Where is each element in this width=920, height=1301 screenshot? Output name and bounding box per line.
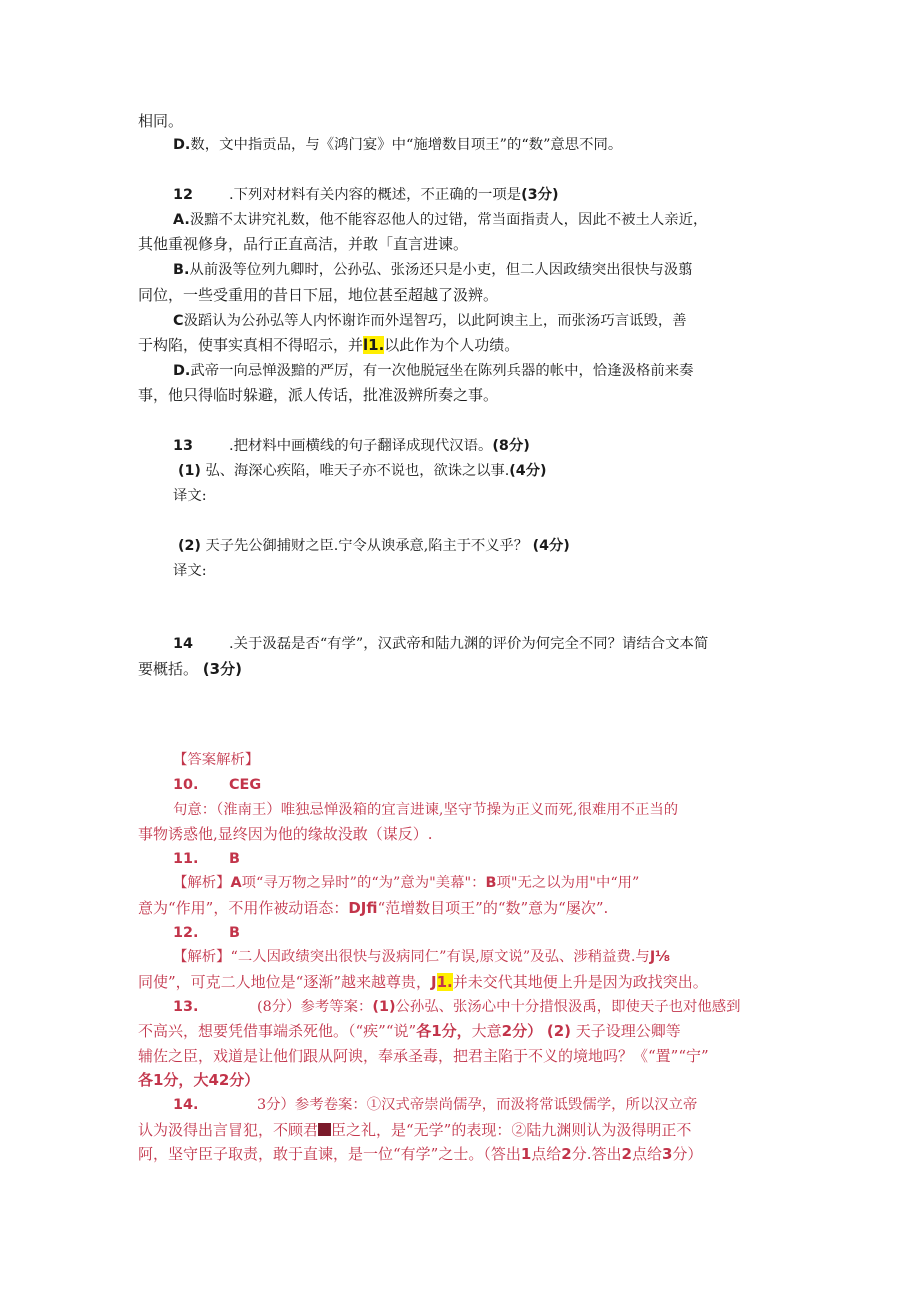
answer-11-line2: [138, 897, 788, 919]
answer-number: 14.: [173, 1097, 199, 1113]
answer-text: A: [230, 875, 242, 891]
q14-stem-line1: [173, 633, 823, 655]
q12-option-c-line1: [173, 310, 823, 332]
answer-text: 意为“作用”，不用作被动语态：: [138, 899, 349, 917]
answer-text: 点给: [631, 1145, 662, 1163]
answer-12-line1: [173, 946, 823, 968]
option-text: 武帝一向忌惮汲黯的严厉，有一次他脱冠坐在陈列兵器的帐中，恰逢汲格前来奏: [190, 363, 694, 379]
answer-text: J⅛: [649, 949, 671, 965]
question-text: .把材料中画横线的句子翻译成现代汉语。: [229, 438, 493, 454]
answer-text: 事物诱惑他,显终因为他的缘故没敢（谋反）.: [138, 825, 433, 843]
answer-text: 并未交代其地便上升是因为政找突出。: [452, 973, 708, 991]
answer-text: 各1分，: [138, 1071, 194, 1089]
answer-text: B: [485, 875, 497, 891]
option-text: 汲蹈认为公孙弘等人内怀谢诈而外逞智巧，以此阿谀主上，而张汤巧言诋毁，善: [183, 313, 687, 329]
q13-sentence-2: [178, 535, 828, 557]
answer-text: 不高兴，想要凭借事端杀死他。（“疾”“说”: [138, 1022, 417, 1040]
answer-text: 项"无之以为用"中“用”: [496, 875, 640, 891]
answer-text: 【解析】“二人因政绩突出很快与汲病同仁”有误,原文说”及弘、涉稍益费.与: [173, 949, 650, 965]
answer-13-line1: [173, 996, 823, 1018]
answer-text: 句意：（淮南王）唯独忌惮汲箱的宜言进谏,坚守节操为正义而死,很难用不正当的: [173, 802, 679, 818]
answer-13-line4: [138, 1069, 788, 1091]
answer-choice: B: [229, 851, 240, 867]
answer-header: [173, 749, 823, 771]
answer-number: 12.: [173, 925, 199, 941]
question-score: (3分): [521, 187, 559, 203]
option-text: 从前汲等位列九卿时，公孙弘、张汤还只是小吏，但二人因政绩突出很快与汲翦: [189, 262, 693, 278]
option-label: D.: [173, 363, 191, 379]
sub-label: (2): [178, 538, 201, 554]
answer-text: J: [431, 973, 437, 991]
option-text: 其他重视修身，品行正直高洁，并敢「直言进谏。: [138, 235, 469, 253]
q12-option-d-line2: [138, 384, 788, 406]
question-text: .下列对材料有关内容的概述，不正确的一项是: [229, 187, 522, 203]
answer-choice: CEG: [229, 777, 262, 793]
answer-10-line2: [138, 823, 788, 845]
q13-answer-label-2: [173, 560, 823, 582]
answer-13-line2: [138, 1020, 788, 1042]
answer-text: (2): [546, 1022, 572, 1040]
option-text: 事，他只得临时躲避，派人传话，批准汲辨所奏之事。: [138, 386, 499, 404]
answer-number: 10.: [173, 777, 199, 793]
answer-13-line3: [138, 1045, 788, 1067]
q12-option-a-line1: [173, 209, 823, 231]
prev-option-tail: [138, 110, 788, 132]
answer-number: 13.: [173, 999, 199, 1015]
answer-number: 11.: [173, 851, 199, 867]
q13-answer-label-1: [173, 485, 823, 507]
sub-score: (4分): [532, 538, 570, 554]
q13-stem: [173, 435, 823, 457]
question-number: 13: [173, 438, 194, 454]
q14-stem-line2: [138, 658, 788, 680]
answer-14-line2: [138, 1119, 788, 1141]
question-score: (8分): [492, 438, 530, 454]
answer-12-line2: [138, 971, 788, 993]
answer-text: 阿，坚守臣子取责，敢于直谏，是一位“有学”之士。（答出: [138, 1145, 521, 1163]
option-text: 同位，一些受重用的昔日下屈，地位甚至超越了汲辨。: [138, 286, 499, 304]
option-label: B.: [173, 262, 190, 278]
answer-text: 各1分，: [416, 1022, 472, 1040]
answer-text: 2分）: [501, 1022, 543, 1040]
q12-option-b-line1: [173, 259, 823, 281]
answer-14-line3: [138, 1143, 788, 1165]
text: 相同。: [138, 112, 184, 130]
option-text: 汲黯不太讲究礼数，他不能容忍他人的过错，常当面指责人，因此不被土人亲近，: [189, 212, 708, 228]
option-label: D.: [173, 137, 191, 153]
answer-text: “范增数目项王”的“数”意为“屡次”.: [377, 899, 609, 917]
question-text: .关于汲磊是否“有学”，汉武帝和陆九渊的评价为何完全不同？请结合文本简: [229, 636, 709, 652]
answer-text: 3: [661, 1145, 673, 1163]
answer-14-line1: [173, 1094, 823, 1116]
question-number: 12: [173, 187, 194, 203]
answer-text: 【解析】: [173, 875, 231, 891]
option-label: C: [173, 313, 184, 329]
question-score: (3分): [202, 660, 242, 678]
redaction-block: [318, 1123, 331, 1136]
answer-text: 2: [621, 1145, 632, 1163]
answer-text: 辅佐之臣，戏道是让他们跟从阿谀，奉承圣毒，把君主陷于不义的境地吗？《“置”“宁”: [138, 1047, 709, 1065]
option-label: A.: [173, 212, 190, 228]
answer-text: 天子设理公卿等: [575, 1022, 681, 1040]
sub-label: (1): [178, 463, 201, 479]
answer-text: 1: [520, 1145, 532, 1163]
q13-sentence-1: [178, 460, 828, 482]
highlighted-text: l1.: [363, 336, 385, 354]
answer-text: (8分）参考等案：: [257, 999, 373, 1015]
answer-text: 认为汲得出言冒犯，不顾君: [138, 1121, 319, 1139]
q12-option-b-line2: [138, 284, 788, 306]
answer-text: 臣之礼，是“无学”的表现：②陆九渊则认为汲得明正不: [331, 1121, 692, 1139]
answer-11: [173, 848, 823, 870]
prev-option-d: [173, 134, 823, 156]
q12-stem: [173, 184, 823, 206]
sentence-text: 天子先公御捕财之臣.宁令从谀承意,陷主于不义乎？: [205, 538, 529, 554]
highlighted-text: 1.: [436, 973, 453, 991]
section-title: 【答案解析】: [173, 752, 260, 768]
answer-text: 分）: [672, 1145, 703, 1163]
answer-text: 大42分）: [193, 1071, 260, 1089]
answer-text: 3分）参考卷案：①汉式帝崇尚儒孕，而汲将常诋毁儒学，所以汉立帝: [257, 1097, 698, 1113]
answer-text: 公孙弘、张汤心中十分措恨汲禹，即使天子也对他感到: [395, 999, 741, 1015]
option-text: 数，文中指贡品，与《鸿门宴》中“施增数目项王”的“数”意思不同。: [190, 137, 623, 153]
answer-12: [173, 922, 823, 944]
question-text: 要概括。: [138, 660, 199, 678]
sub-score: (4分): [509, 463, 547, 479]
answer-text: 2: [561, 1145, 572, 1163]
answer-text: DJfi: [348, 899, 378, 917]
answer-11-line1: [173, 872, 823, 894]
answer-10: [173, 774, 823, 796]
q12-option-a-line2: [138, 233, 788, 255]
sentence-text: 弘、海深心疾陷，唯天子亦不说也，欲诛之以事.: [205, 463, 510, 479]
q12-option-c-line2: [138, 334, 788, 356]
answer-text: (1): [372, 999, 396, 1015]
answer-text: 同使”，可克二人地位是“逐渐”越来越尊贵，: [138, 973, 432, 991]
answer-text: 分.答出: [571, 1145, 622, 1163]
answer-label: 译文:: [173, 488, 207, 504]
q12-option-d-line1: [173, 360, 823, 382]
option-text: 于构陷，使事实真相不得昭示，并: [138, 336, 364, 354]
answer-text: 点给: [531, 1145, 562, 1163]
option-text: 以此作为个人功绩。: [384, 336, 520, 354]
answer-text: 大意: [471, 1022, 502, 1040]
question-number: 14: [173, 636, 194, 652]
answer-10-line1: [173, 799, 823, 821]
answer-text: 项“寻万物之异时”的“为”意为"美幕"：: [241, 875, 486, 891]
answer-choice: B: [229, 925, 240, 941]
answer-label: 译文:: [173, 563, 207, 579]
